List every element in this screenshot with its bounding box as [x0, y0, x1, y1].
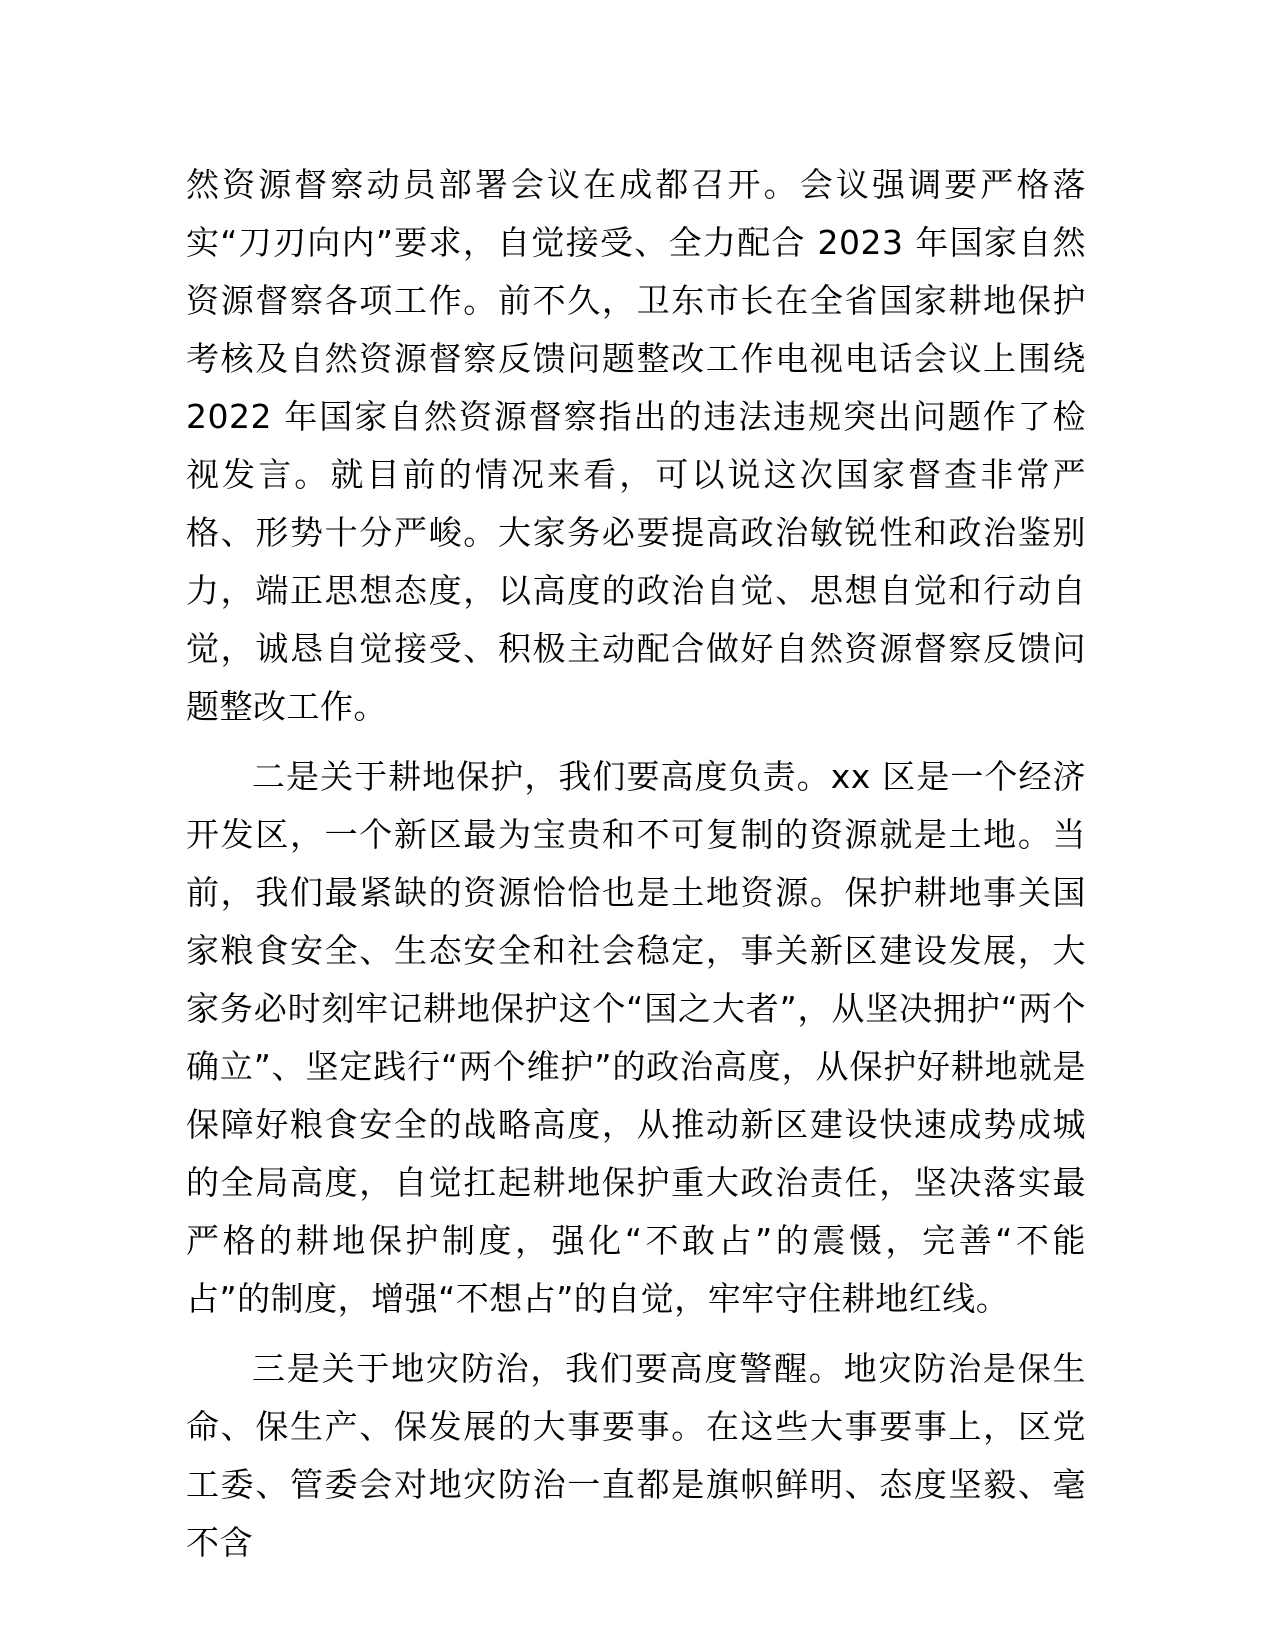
paragraph-continued: 然资源督察动员部署会议在成都召开。会议强调要严格落实“刀刃向内”要求，自觉接受、全力配合 2023 年国家自然资源督察各项工作。前不久，卫东市长在全省国家耕地保护考核及自然资源督察反馈问题整改工作电视电话会议上围绕 2022 年国家自然资源督察指出的违法违规突出问题作了检视发言。就目前的情况来看，可以说这次国家督查非常严格、形势十分严峻。大家务必要提高政治敏锐性和政治鉴别力，端正思想态度，以高度的政治自觉、思想自觉和行动自觉，诚恳自觉接受、积极主动配合做好自然资源督察反馈问题整改工作。 — [186, 165, 1086, 726]
paragraph-disaster-prevention: 三是关于地灾防治，我们要高度警醒。地灾防治是保生命、保生产、保发展的大事要事。在这些大事要事上，区党工委、管委会对地灾防治一直都是旗帜鲜明、态度坚毅、毫不含 — [186, 1349, 1086, 1562]
paragraph-farmland-protection: 二是关于耕地保护，我们要高度负责。xx 区是一个经济开发区，一个新区最为宝贵和不可复制的资源就是土地。当前，我们最紧缺的资源恰恰也是土地资源。保护耕地事关国家粮食安全、生态安全和社会稳定，事关新区建设发展，大家务必时刻牢记耕地保护这个“国之大者”，从坚决拥护“两个确立”、坚定践行“两个维护”的政治高度，从保护好耕地就是保障好粮食安全的战略高度，从推动新区建设快速成势成城的全局高度，自觉扛起耕地保护重大政治责任，坚决落实最严格的耕地保护制度，强化“不敢占”的震慑，完善“不能占”的制度，增强“不想占”的自觉，牢牢守住耕地红线。 — [186, 757, 1086, 1318]
document-body — [186, 156, 1086, 1584]
